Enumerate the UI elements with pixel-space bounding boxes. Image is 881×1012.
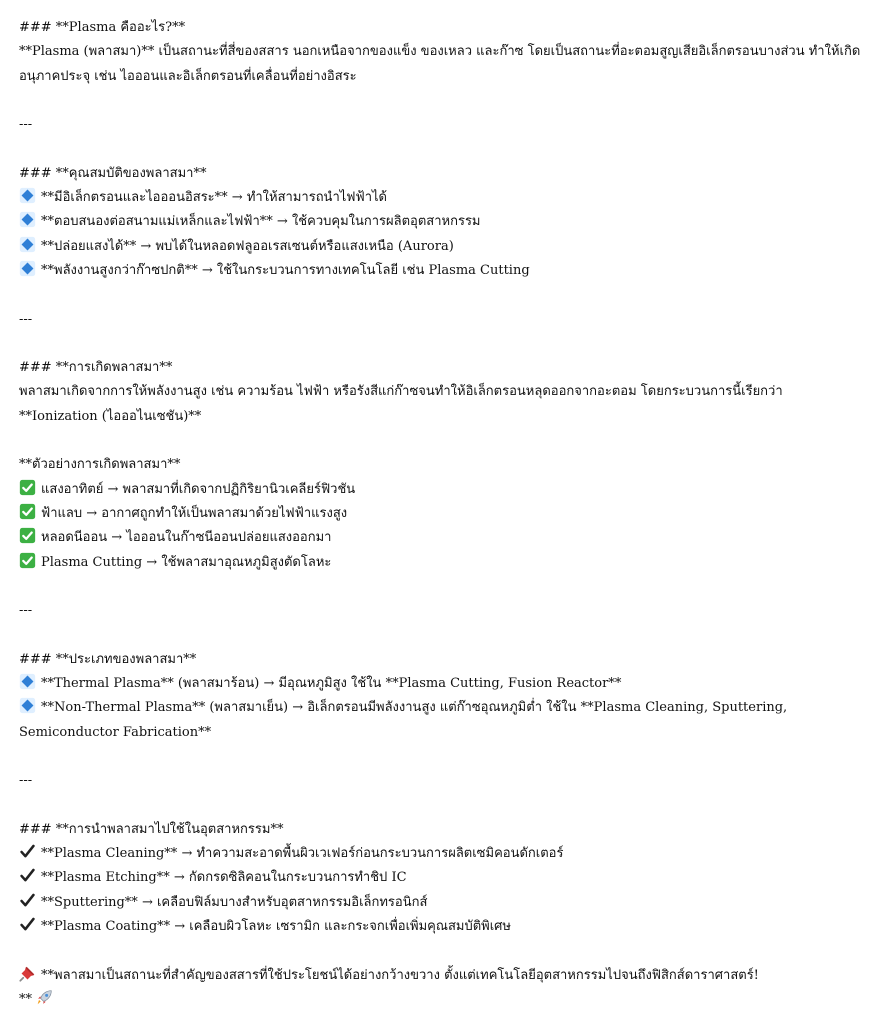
- property-item: [19, 235, 864, 259]
- example-item: [19, 478, 864, 502]
- type-item: [19, 672, 864, 696]
- formation-paragraph: พลาสมาเกิดจากการให้พลังงานสูง เช่น ความร้อน ไฟฟ้า หรือรังสีแก่ก๊าซจนทำให้อิเล็กตรอนหลุดออกจากอะตอม โดยกระบวนการนี้เรียกว่า **Ionization (ไอออไนเซชัน)**: [19, 384, 783, 424]
- property-item: [19, 259, 864, 283]
- separator: ---: [19, 311, 33, 327]
- example-text: Plasma Cutting → ใช้พลาสมาอุณหภูมิสูงตัดโลหะ: [41, 554, 332, 570]
- application-text: **Plasma Coating** → เคลือบผิวโลหะ เซรามิก และกระจกเพื่อเพิ่มคุณสมบัติพิเศษ: [41, 918, 511, 934]
- application-item: [19, 891, 864, 915]
- intro-heading: ### **Plasma คืออะไร?**: [19, 20, 186, 35]
- check-mark-icon: [19, 892, 36, 909]
- example-text: ฟ้าแลบ → อากาศถูกทำให้เป็นพลาสมาด้วยไฟฟ้าแรงสูง: [41, 505, 348, 521]
- example-item: [19, 502, 864, 526]
- intro-paragraph: **Plasma (พลาสมา)** เป็นสถานะที่สี่ของสสาร นอกเหนือจากของแข็ง ของเหลว และก๊าซ โดยเป็นสถานะที่อะตอมสูญเสียอิเล็กตรอนบางส่วน ทำให้เกิดอนุภาคประจุ เช่น ไอออนและอิเล็กตรอนที่เคลื่อนที่อย่างอิสระ: [19, 44, 861, 84]
- separator: ---: [19, 603, 33, 619]
- formation-heading: ### **การเกิดพลาสมา**: [19, 360, 173, 376]
- type-text: **Thermal Plasma** (พลาสมาร้อน) → มีอุณหภูมิสูง ใช้ใน **Plasma Cutting, Fusion Reactor**: [41, 676, 622, 692]
- blue-diamond-icon: [19, 236, 36, 253]
- blue-diamond-icon: [19, 187, 36, 204]
- green-check-icon: [19, 503, 36, 520]
- example-item: [19, 551, 864, 575]
- rocket-icon: [36, 989, 53, 1006]
- closing-paragraph: [19, 964, 864, 1012]
- application-item: [19, 842, 864, 866]
- property-item: [19, 186, 864, 210]
- property-text: **ปล่อยแสงได้** → พบได้ในหลอดฟลูออเรสเซนต์หรือแสงเหนือ (Aurora): [41, 238, 454, 254]
- blue-diamond-icon: [19, 260, 36, 277]
- types-heading: ### **ประเภทของพลาสมา**: [19, 651, 197, 667]
- properties-heading: ### **คุณสมบัติของพลาสมา**: [19, 165, 207, 181]
- application-text: **Sputtering** → เคลือบฟิล์มบางสำหรับอุตสาหกรรมอิเล็กทรอนิกส์: [41, 894, 428, 910]
- application-text: **Plasma Etching** → กัดกรดซิลิคอนในกระบวนการทำชิป IC: [41, 870, 407, 886]
- application-text: **Plasma Cleaning** → ทำความสะอาดพื้นผิวเวเฟอร์ก่อนกระบวนการผลิตเซมิคอนดักเตอร์: [41, 846, 564, 862]
- property-text: **ตอบสนองต่อสนามแม่เหล็กและไฟฟ้า** → ใช้ควบคุมในการผลิตอุตสาหกรรม: [41, 214, 481, 230]
- check-mark-icon: [19, 916, 36, 933]
- blue-diamond-icon: [19, 211, 36, 228]
- example-text: แสงอาทิตย์ → พลาสมาที่เกิดจากปฏิกิริยานิวเคลียร์ฟิวชัน: [41, 481, 356, 497]
- pushpin-icon: [19, 965, 36, 982]
- type-text: **Non-Thermal Plasma** (พลาสมาเย็น) → อิเล็กตรอนมีพลังงานสูง แต่ก๊าซอุณหภูมิต่ำ ใช้ใน **Plasma Cleaning, Sputtering, Semiconductor Fabrication**: [19, 700, 788, 740]
- separator: ---: [19, 773, 33, 789]
- application-item: [19, 915, 864, 939]
- closing-end-text: **: [19, 991, 32, 1007]
- check-mark-icon: [19, 843, 36, 860]
- property-text: **พลังงานสูงกว่าก๊าซปกติ** → ใช้ในกระบวนการทางเทคโนโลยี เช่น Plasma Cutting: [41, 262, 530, 278]
- green-check-icon: [19, 527, 36, 544]
- blue-diamond-icon: [19, 697, 36, 714]
- green-check-icon: [19, 552, 36, 569]
- document: [19, 16, 864, 1012]
- example-item: [19, 526, 864, 550]
- green-check-icon: [19, 479, 36, 496]
- check-mark-icon: [19, 867, 36, 884]
- property-item: [19, 210, 864, 234]
- examples-heading: **ตัวอย่างการเกิดพลาสมา**: [19, 457, 181, 473]
- applications-heading: ### **การนำพลาสมาไปใช้ในอุตสาหกรรม**: [19, 821, 284, 837]
- application-item: [19, 866, 864, 890]
- type-item: [19, 696, 864, 745]
- blue-diamond-icon: [19, 673, 36, 690]
- example-text: หลอดนีออน → ไอออนในก๊าซนีออนปล่อยแสงออกมา: [41, 530, 332, 546]
- property-text: **มีอิเล็กตรอนและไอออนอิสระ** → ทำให้สามารถนำไฟฟ้าได้: [41, 190, 387, 206]
- closing-text: **พลาสมาเป็นสถานะที่สำคัญของสสารที่ใช้ประโยชน์ได้อย่างกว้างขวาง ตั้งแต่เทคโนโลยีอุตสาหกรรมไปจนถึงฟิสิกส์ดาราศาสตร์!: [41, 967, 759, 983]
- separator: ---: [19, 117, 33, 133]
